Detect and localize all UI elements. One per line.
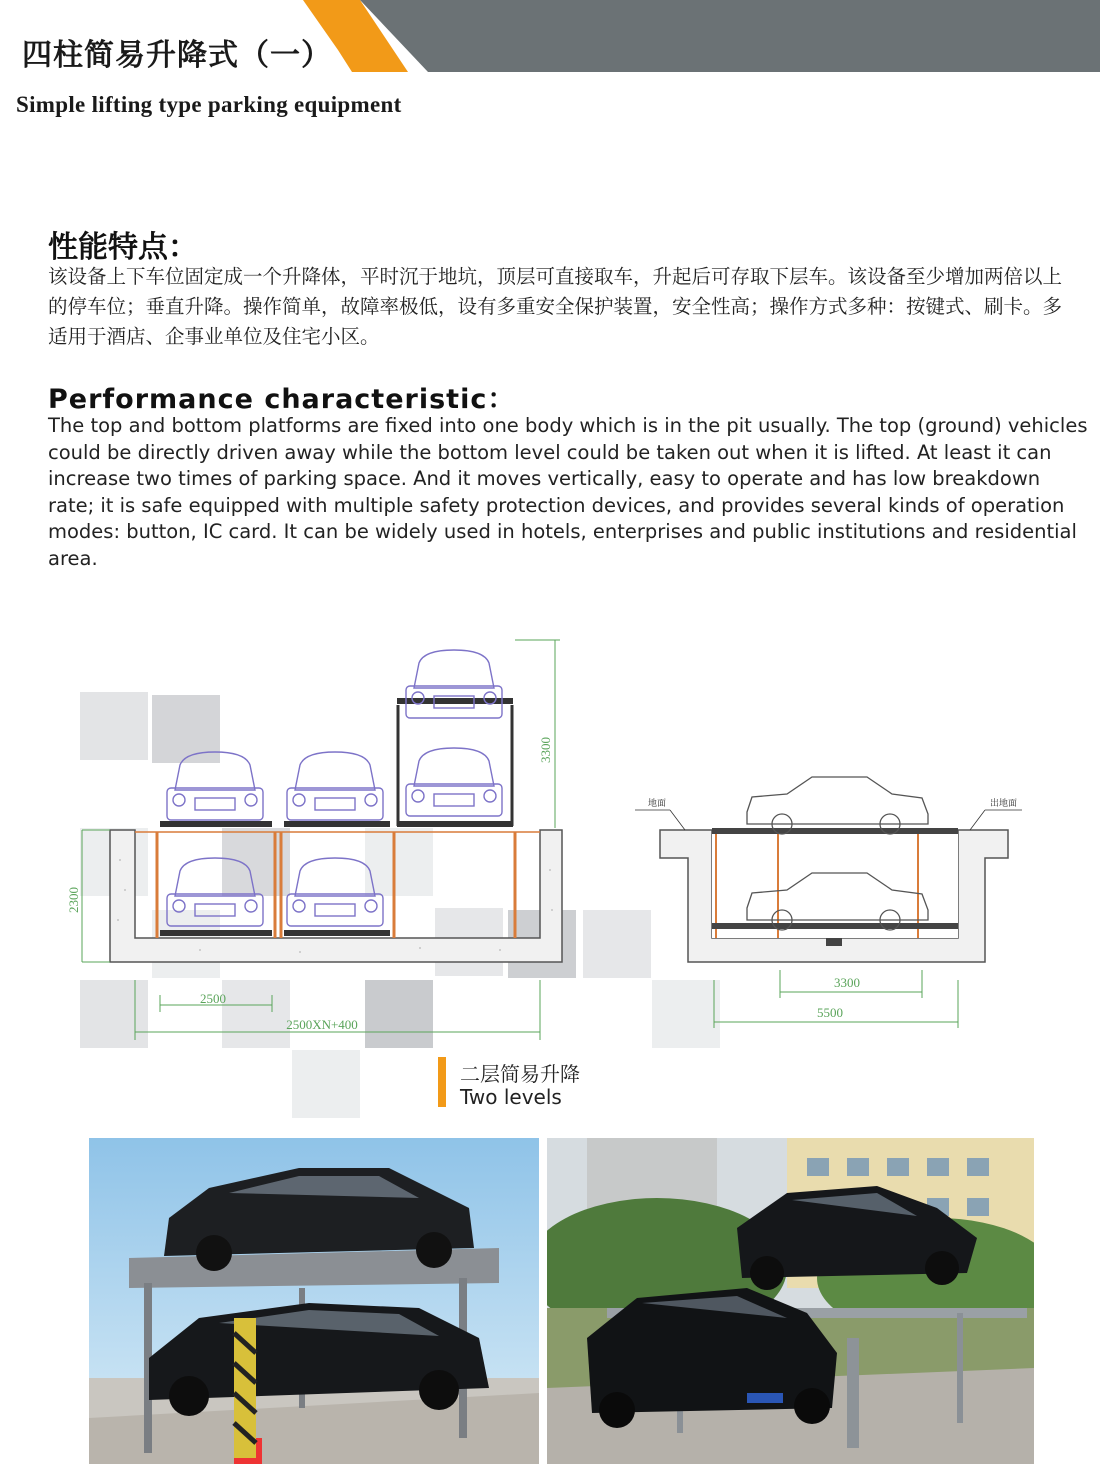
caption-cn: 二层简易升降 xyxy=(460,1062,580,1086)
caption-en: Two levels xyxy=(460,1085,562,1109)
photo-left xyxy=(89,1138,539,1464)
performance-heading-en: Performance characteristic： xyxy=(48,384,516,415)
technical-drawing xyxy=(0,600,1100,1120)
dim-pit-depth: 2300 xyxy=(66,887,81,913)
performance-heading-cn: 性能特点： xyxy=(48,230,198,265)
dim-bay-width: 2500 xyxy=(200,991,226,1006)
technical-diagram xyxy=(0,600,1100,1120)
caption-accent-bar xyxy=(438,1057,446,1107)
side-dim-inner: 3300 xyxy=(834,975,860,990)
lift-photo-residential-icon xyxy=(547,1138,1034,1464)
side-label-ground-right: 出地面 xyxy=(990,799,1018,809)
dim-height-total: 3300 xyxy=(538,737,553,763)
side-label-ground-left: 地面 xyxy=(648,799,667,809)
page-title-cn: 四柱简易升降式（一） xyxy=(22,38,332,73)
dim-total-width: 2500XN+400 xyxy=(286,1017,358,1032)
lift-photo-outdoor-icon xyxy=(89,1138,539,1464)
performance-body-en: The top and bottom platforms are fixed into one body which is in the pit usually. The top (ground) vehicles could be directly driven away while the bottom level could be taken out when it is lifted. At least it can increase two times of parking space. And it moves vertically, easy to operate and has low breakdown rate; it is safe equipped with multiple safety protection devices, and provides several kinds of operation modes: button, IC card. It can be widely used in hotels, enterprises and public institutions and residential area. xyxy=(48,414,1088,570)
photo-right xyxy=(547,1138,1034,1464)
performance-body-cn: 该设备上下车位固定成一个升降体，平时沉于地坑，顶层可直接取车，升起后可存取下层车。该设备至少增加两倍以上的停车位；垂直升降。操作简单，故障率极低，设有多重安全保护装置，安全性高；操作方式多种：按键式、刷卡。多适用于酒店、企事业单位及住宅小区。 xyxy=(48,265,1063,348)
side-dim-outer: 5500 xyxy=(817,1005,843,1020)
page-title-en: Simple lifting type parking equipment xyxy=(16,92,402,117)
front-cars xyxy=(167,650,502,926)
